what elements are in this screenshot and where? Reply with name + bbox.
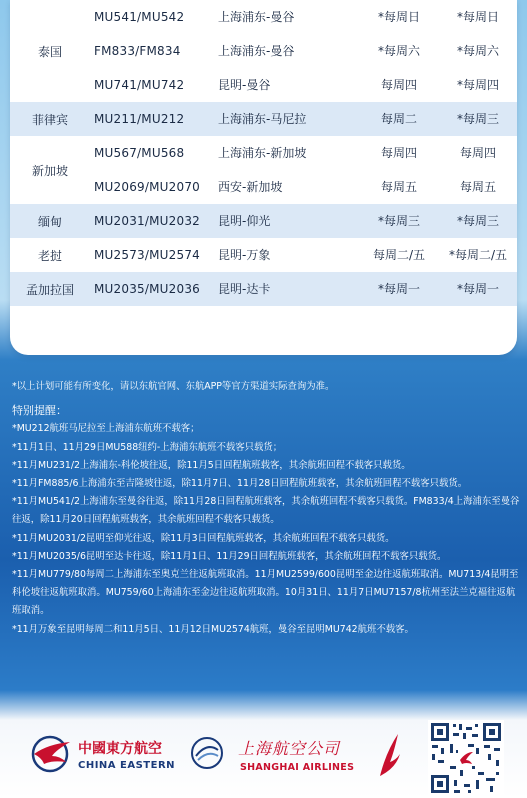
return-days: *每周三 xyxy=(456,112,499,126)
outbound-days: *每周日 xyxy=(377,10,420,24)
note-line: *MU212航班马尼拉至上海浦东航班不载客； xyxy=(12,423,200,435)
table-row xyxy=(10,34,517,68)
return-days: *每周四 xyxy=(456,78,499,92)
outbound-days: 每周二/五 xyxy=(372,248,426,262)
note-line: *11月1日、11月29日MU588纽约-上海浦东航班不载客只载货； xyxy=(12,441,283,453)
route: 昆明-万象 xyxy=(218,248,271,262)
flight-number: FM833/FM834 xyxy=(94,44,181,58)
country-group xyxy=(10,238,517,272)
table-row xyxy=(10,102,517,136)
country-group xyxy=(10,204,517,238)
route: 上海浦东-曼谷 xyxy=(218,44,295,58)
flight-number: MU741/MU742 xyxy=(94,78,185,92)
china-eastern-name-en: CHINA EASTERN xyxy=(78,760,176,771)
note-line: *11月FM885/6上海浦东至吉隆坡往返，除11月7日、11月28日回程航班载客，其余航班回程不载客只载货。 xyxy=(12,478,468,490)
outbound-days: 每周二 xyxy=(380,112,417,126)
disclaimer-text: *以上计划可能有所变化，请以东航官网、东航APP等官方渠道实际查询为准。 xyxy=(12,381,335,392)
country-name: 老挝 xyxy=(37,248,62,263)
table-row xyxy=(10,272,517,306)
note-line: *11月MU231/2上海浦东-科伦坡往返，除11月5日回程航班载客，其余航班回程不载客只载货。 xyxy=(12,459,411,471)
route: 上海浦东-新加坡 xyxy=(218,146,307,160)
return-days: 每周四 xyxy=(459,146,496,160)
route: 昆明-仰光 xyxy=(218,214,271,228)
qr-code-icon[interactable] xyxy=(428,720,504,796)
outbound-days: *每周六 xyxy=(377,44,420,58)
note-line: *11月MU2031/2昆明至仰光往返，除11月3日回程航班载客，其余航班回程不载客只载货。 xyxy=(12,532,395,544)
note-line: *11月MU541/2上海浦东至曼谷往返，除11月28日回程航班载客，其余航班回程不载客只载货。FM833/4上海浦东至曼谷往返，除11月20日回程航班载客，其余航班回程不载客只载货。 xyxy=(12,496,520,526)
country-group xyxy=(10,272,517,306)
flight-number: MU211/MU212 xyxy=(94,112,185,126)
country-name: 缅甸 xyxy=(37,214,62,229)
country-name: 泰国 xyxy=(37,44,62,59)
table-row xyxy=(10,136,517,170)
outbound-days: *每周三 xyxy=(377,214,420,228)
china-eastern-swallow-icon xyxy=(30,734,74,774)
table-row xyxy=(10,68,517,102)
note-line: *11月MU2035/6昆明至达卡往返，除11月1日、11月29日回程航班载客，其余航班回程不载客只载货。 xyxy=(12,550,447,562)
shanghai-airlines-name-en: SHANGHAI AIRLINES xyxy=(240,762,355,773)
table-row xyxy=(10,0,517,34)
notes-title: 特别提醒： xyxy=(12,404,67,418)
outbound-days: 每周四 xyxy=(380,146,417,160)
country-group xyxy=(10,102,517,136)
return-days: *每周六 xyxy=(456,44,499,58)
table-row xyxy=(10,170,517,204)
table-row xyxy=(10,204,517,238)
flight-number: MU567/MU568 xyxy=(94,146,185,160)
outbound-days: *每周一 xyxy=(377,282,420,296)
return-days: *每周一 xyxy=(456,282,499,296)
flight-number: MU2031/MU2032 xyxy=(94,214,200,228)
shanghai-airlines-name-cn: 上海航空公司 xyxy=(238,739,341,758)
note-line: *11月MU779/80每周二上海浦东至奥克兰往返航班取消。11月MU2599/600昆明至金边往返航班取消。MU713/4昆明至科伦坡往返航班取消。MU759/60上海浦东至金边往返航班取消。10月31日、11月7日MU7157/8杭州至法兰克福往返航班取消。 xyxy=(12,569,519,617)
route: 上海浦东-马尼拉 xyxy=(218,112,307,126)
skyteam-icon xyxy=(190,736,224,770)
route: 昆明-达卡 xyxy=(218,282,271,296)
note-line: *11月万象至昆明每周二和11月5日、11月12日MU2574航班，曼谷至昆明MU742航班不载客。 xyxy=(12,623,414,635)
flight-number: MU2069/MU2070 xyxy=(94,180,200,194)
return-days: 每周五 xyxy=(459,180,496,194)
outbound-days: 每周四 xyxy=(380,78,417,92)
flight-number: MU2573/MU2574 xyxy=(94,248,200,262)
country-name: 菲律宾 xyxy=(31,112,68,127)
route: 昆明-曼谷 xyxy=(218,78,271,92)
shanghai-airlines-crane-icon xyxy=(372,732,402,778)
return-days: *每周三 xyxy=(456,214,499,228)
country-group xyxy=(10,0,517,102)
flight-number: MU541/MU542 xyxy=(94,10,185,24)
country-name: 新加坡 xyxy=(31,163,68,178)
schedule-card xyxy=(10,0,517,355)
route: 西安-新加坡 xyxy=(218,180,283,194)
footer xyxy=(0,712,527,798)
notes-list xyxy=(12,420,520,638)
china-eastern-name-cn: 中國東方航空 xyxy=(78,741,162,757)
country-name: 孟加拉国 xyxy=(25,282,74,297)
return-days: *每周日 xyxy=(456,10,499,24)
flight-number: MU2035/MU2036 xyxy=(94,282,200,296)
country-group xyxy=(10,136,517,204)
return-days: *每周二/五 xyxy=(448,248,508,262)
route: 上海浦东-曼谷 xyxy=(218,10,295,24)
table-row xyxy=(10,238,517,272)
outbound-days: 每周五 xyxy=(380,180,417,194)
notes-section xyxy=(12,378,520,639)
